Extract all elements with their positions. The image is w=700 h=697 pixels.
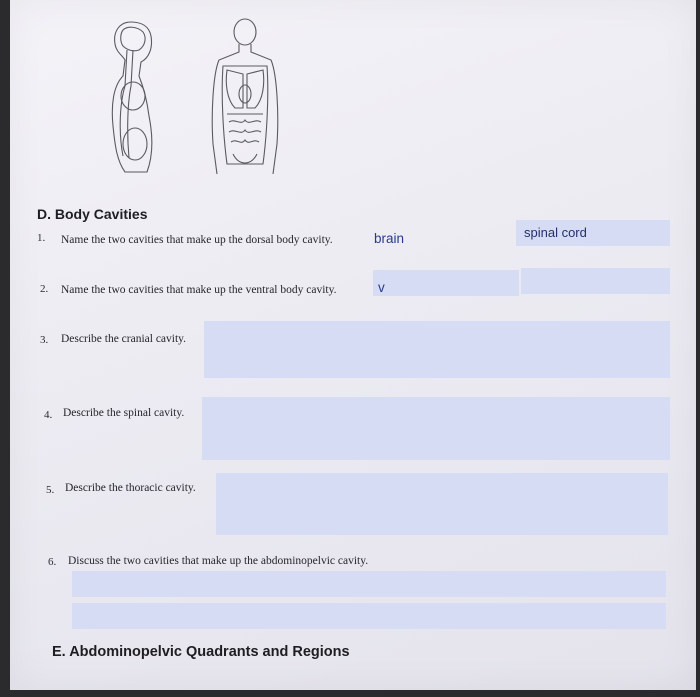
question-6-text: Discuss the two cavities that make up the abdominopelvic cavity. [68,555,369,567]
ventral-cavity-illustration [205,14,285,184]
question-1-number: 1. [37,232,46,244]
worksheet-page [10,0,696,690]
question-6-number: 6. [48,556,57,568]
question-4-number: 4. [44,409,53,421]
question-6-answer-field-a[interactable] [72,571,666,597]
question-2-answer-inline[interactable]: v [378,280,385,295]
dorsal-cavity-illustration [103,16,163,176]
question-5-number: 5. [46,484,55,496]
question-3-text: Describe the cranial cavity. [61,333,187,345]
question-5-answer-field[interactable] [216,473,668,535]
question-4-text: Describe the spinal cavity. [63,407,185,419]
question-1-answer-inline[interactable]: brain [374,231,405,246]
question-1-answer-field[interactable]: spinal cord [516,220,670,246]
question-3-answer-field[interactable] [204,321,670,378]
question-2-number: 2. [40,283,49,295]
section-e-heading: E. Abdominopelvic Quadrants and Regions [52,644,350,660]
question-2-text: Name the two cavities that make up the ventral body cavity. [61,284,337,296]
question-5-text: Describe the thoracic cavity. [65,482,196,494]
question-2-answer-field-b[interactable] [521,268,670,294]
question-4-answer-field[interactable] [202,397,670,460]
question-3-number: 3. [40,334,49,346]
question-6-answer-field-b[interactable] [72,603,666,629]
section-d-heading: D. Body Cavities [37,206,148,222]
question-1-text: Name the two cavities that make up the dorsal body cavity. [61,234,333,246]
